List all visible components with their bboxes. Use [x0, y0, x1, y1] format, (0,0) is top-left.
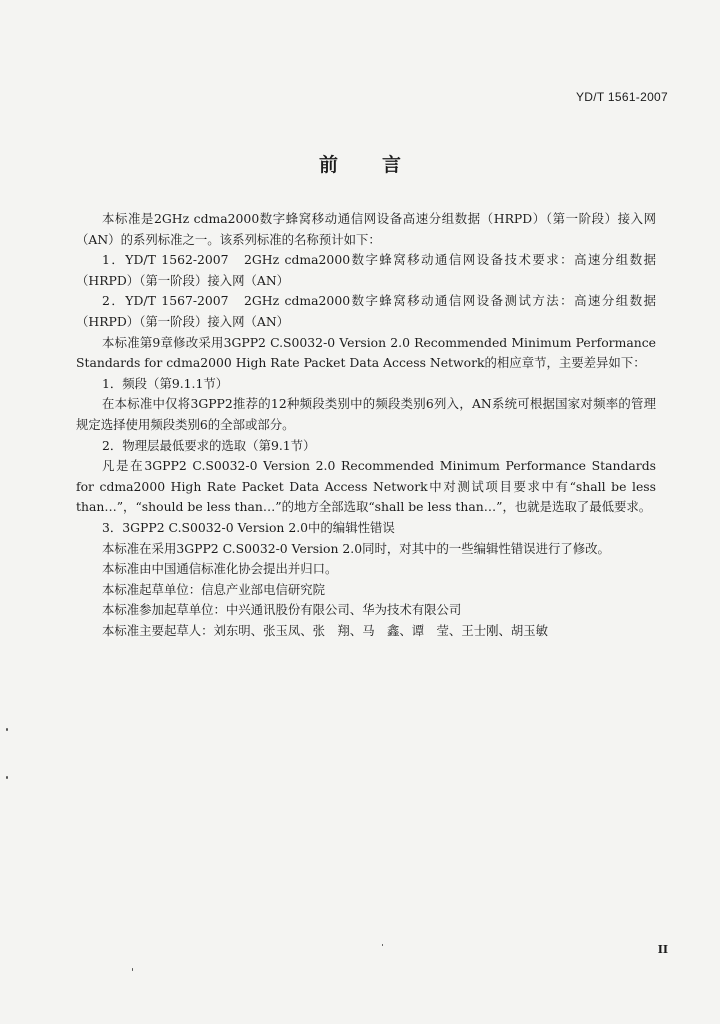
drafting-unit: 本标准起草单位：信息产业部电信研究院: [102, 581, 326, 597]
proposer-paragraph: 本标准由中国通信标准化协会提出并归口。: [102, 561, 338, 577]
adoption-paragraph: 本标准第9章修改采用3GPP2 C.S0032-0 Version 2.0 Recommended Minimum Performance Standards for cdma2000 High Rate Packet Data Access Network的相应章节，主要差异如下：: [76, 334, 656, 371]
intro-paragraph: 本标准是2GHz cdma2000数字蜂窝移动通信网设备高速分组数据（HRPD）（第一阶段）接入网（AN）的系列标准之一。该系列标准的名称预计如下：: [76, 211, 656, 247]
scan-speck: [6, 776, 8, 779]
series-item-2: 2．YD/T 1567-2007 2GHz cdma2000数字蜂窝移动通信网设备测试方法：高速分组数据（HRPD）（第一阶段）接入网（AN）: [76, 293, 656, 329]
main-drafters: 本标准主要起草人：刘东明、张玉凤、张 翔、马 鑫、谭 莹、王士刚、胡玉敏: [102, 622, 549, 638]
page-title: 前言: [318, 154, 445, 176]
series-item-1: 1．YD/T 1562-2007 2GHz cdma2000数字蜂窝移动通信网设备技术要求：高速分组数据（HRPD）（第一阶段）接入网（AN）: [76, 252, 656, 288]
difference-paragraph-1: 在本标准中仅将3GPP2推荐的12种频段类别中的频段类别6列入，AN系统可根据国家对频率的管理规定选择使用频段类别6的全部或部分。: [76, 396, 656, 432]
document-code: YD/T 1561-2007: [575, 90, 668, 104]
scan-speck: [132, 968, 133, 971]
difference-heading-2: 2．物理层最低要求的选取（第9.1节）: [102, 437, 316, 453]
scan-speck: [382, 944, 383, 946]
scan-speck: [6, 728, 8, 731]
foreword-body: [76, 209, 656, 641]
difference-paragraph-2: 凡是在3GPP2 C.S0032-0 Version 2.0 Recommended Minimum Performance Standards for cdma2000 High Rate Packet Data Access Network中对测试项目要求中有“shall be less than…”，“should be less than…”的地方全部选取“shall be less than…”，也就是选取了最低要求。: [76, 458, 656, 515]
difference-paragraph-3: 本标准在采用3GPP2 C.S0032-0 Version 2.0同时，对其中的一些编辑性错误进行了修改。: [102, 540, 610, 556]
page-number: II: [657, 943, 668, 956]
difference-heading-3: 3．3GPP2 C.S0032-0 Version 2.0中的编辑性错误: [102, 519, 395, 535]
participating-units: 本标准参加起草单位：中兴通讯股份有限公司、华为技术有限公司: [102, 602, 462, 618]
difference-heading-1: 1．频段（第9.1.1节）: [102, 375, 229, 391]
